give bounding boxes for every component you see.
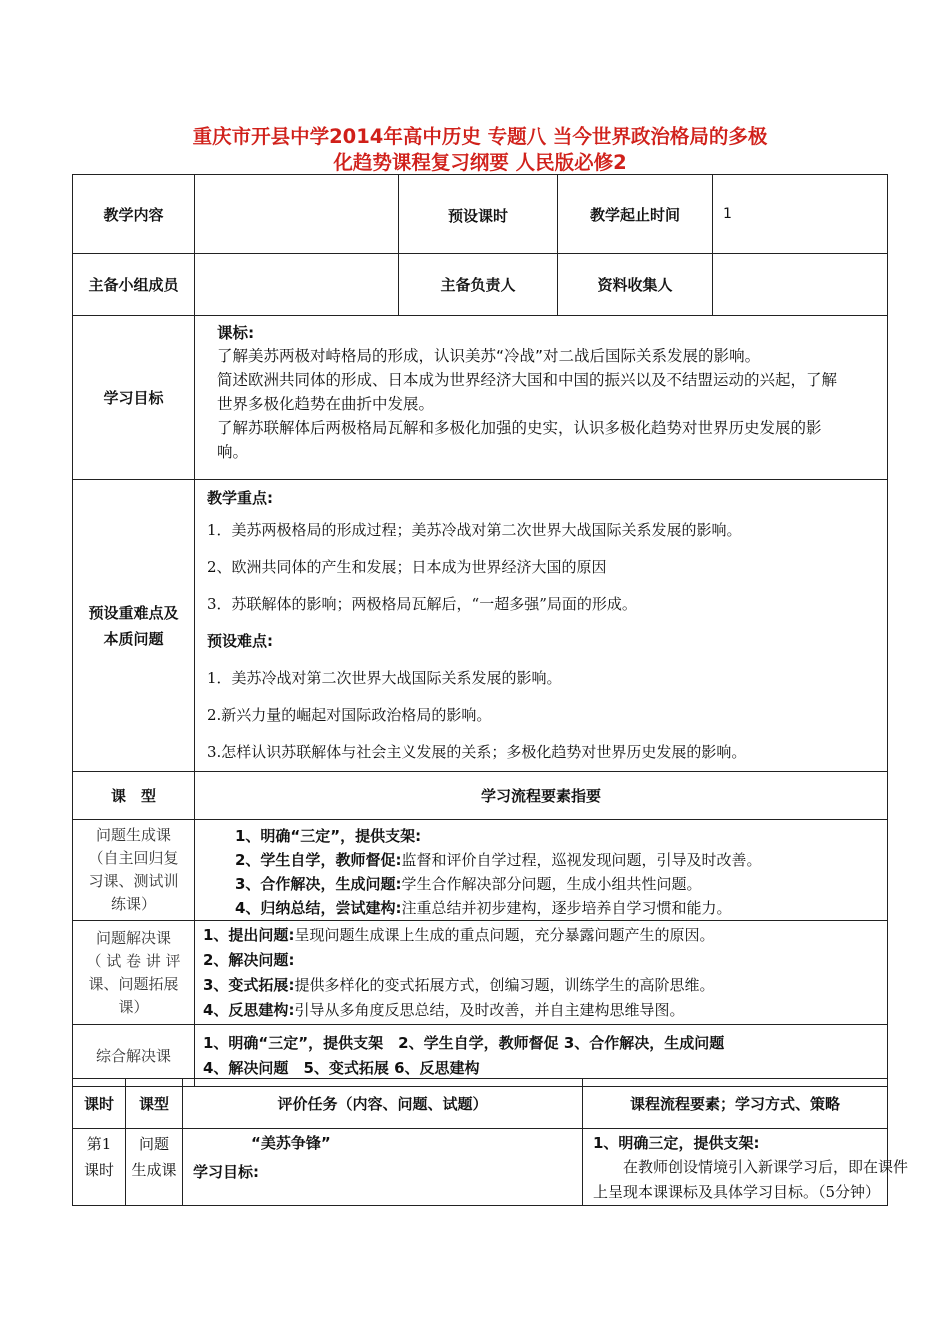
goal-line: 了解美苏两极对峙格局的形成，认识美苏“冷战”对二战后国际关系发展的影响。 (217, 347, 761, 365)
solve-label-line: 问题解决课 (95, 928, 171, 947)
lesson-type (126, 1129, 183, 1206)
hard-point: 3.怎样认识苏联解体与社会主义发展的关系；多极化趋势对世界历史发展的影响。 (207, 743, 747, 761)
difficulty-content (195, 480, 888, 772)
label-teaching-content: 教学内容 (73, 175, 195, 254)
goals-content (195, 316, 888, 480)
label-start-end-time: 教学起止时间 (558, 175, 713, 254)
goal-line: 了解苏联解体后两极格局瓦解和多极化加强的史实，认识多极化趋势对世界历史发展的影 (217, 419, 822, 437)
value-teaching-content (195, 175, 399, 254)
header-period: 课时 (73, 1079, 126, 1129)
gen-label-line: 习课、测试训 (88, 872, 179, 890)
task-title: “美苏争锋” (251, 1134, 331, 1152)
elements-heading: 1、明确三定，提供支架: (593, 1134, 760, 1152)
solve-label-line: （ 试 卷 讲 评 (86, 951, 181, 970)
lesson-elements (583, 1129, 909, 1206)
label-learning-goals: 学习目标 (73, 316, 195, 480)
row-difficulty (73, 480, 888, 772)
flow-item: 2、学生自学，教师督促:监督和评价自学过程，巡视发现问题，引导及时改善。 (235, 851, 762, 869)
elements-line: 上呈现本课课标及具体学习目标。（5分钟） (593, 1183, 881, 1201)
lesson-task (183, 1129, 583, 1206)
key-point: 1．美苏两极格局的形成过程；美苏冷战对第二次世界大战国际关系发展的影响。 (207, 521, 742, 539)
row-flow-solve (73, 921, 888, 1025)
planning-table (72, 174, 888, 1087)
solve-flow-content (195, 921, 888, 1025)
period-line: 第1 (86, 1135, 112, 1153)
goal-line: 简述欧洲共同体的形成、日本成为世界经济大国和中国的振兴以及不结盟运动的兴起，了解 (217, 371, 838, 389)
key-point: 3．苏联解体的影响；两极格局瓦解后，“一超多强”局面的形成。 (207, 595, 637, 613)
lesson-table (72, 1078, 909, 1206)
difficulty-label-line: 本质问题 (103, 629, 164, 648)
flow-item: 4、反思建构:引导从多角度反思总结，及时改善，并自主建构思维导图。 (203, 1001, 685, 1019)
period-line: 课时 (83, 1161, 114, 1179)
label-flow-guide: 学习流程要素指要 (195, 772, 888, 820)
value-group-members (195, 254, 399, 316)
row-flow-generate (73, 820, 888, 921)
row-group (73, 254, 888, 316)
value-start-end-time: 1 (713, 175, 888, 254)
solve-label-line: 课） (118, 997, 149, 1016)
combo-line: 1、明确“三定”，提供支架 2、学生自学，教师督促 3、合作解决，生成问题 (203, 1033, 725, 1052)
flow-item: 3、合作解决，生成问题:学生合作解决部分问题，生成小组共性问题。 (235, 875, 702, 893)
label-group-members: 主备小组成员 (73, 254, 195, 316)
label-combo-course: 综合解决课 (73, 1025, 195, 1087)
label-course-type: 课 型 (73, 772, 195, 820)
title-line-2: 化趋势课程复习纲要 人民版必修2 (333, 151, 627, 174)
row-flow-header (73, 772, 888, 820)
header-task: 评价任务（内容、问题、试题） (183, 1079, 583, 1129)
solve-label-line: 课、问题拓展 (88, 974, 179, 993)
gen-label-line: 练课） (110, 895, 156, 913)
hard-heading: 预设难点: (207, 632, 273, 650)
difficulty-label-line: 预设重难点及 (88, 603, 179, 622)
gen-label-line: 问题生成课 (95, 826, 171, 844)
flow-item: 1、明确“三定”，提供支架: (235, 827, 422, 845)
flow-item: 1、提出问题:呈现问题生成课上生成的重点问题，充分暴露问题产生的原因。 (203, 926, 715, 944)
title-line-1: 重庆市开县中学2014年高中历史 专题八 当今世界政治格局的多极 (192, 125, 768, 148)
label-solve-course (73, 921, 195, 1025)
goal-line: 响。 (217, 443, 249, 461)
lesson-period (73, 1129, 126, 1206)
flow-item: 4、归纳总结，尝试建构:注重总结并初步建构，逐步培养自学习惯和能力。 (235, 899, 732, 917)
combo-line: 4、解决问题 5、变式拓展 6、反思建构 (203, 1058, 480, 1077)
type-line: 生成课 (131, 1161, 177, 1179)
hard-point: 1．美苏冷战对第二次世界大战国际关系发展的影响。 (207, 669, 562, 687)
flow-item: 2、解决问题: (203, 951, 295, 969)
label-generate-course (73, 820, 195, 921)
label-owner: 主备负责人 (399, 254, 558, 316)
key-heading: 教学重点: (207, 489, 273, 507)
goal-line: 世界多极化趋势在曲折中发展。 (217, 395, 435, 413)
elements-line: 在教师创设情境引入新课学习后，即在课件 (623, 1158, 909, 1176)
key-point: 2、欧洲共同体的产生和发展；日本成为世界经济大国的原因 (207, 558, 607, 576)
label-collector: 资料收集人 (558, 254, 713, 316)
value-collector (713, 254, 888, 316)
row-content (73, 175, 888, 254)
generate-flow-content (195, 820, 888, 921)
goals-lines (217, 344, 879, 464)
label-preset-hours: 预设课时 (399, 175, 558, 254)
flow-item: 3、变式拓展:提供多样化的变式拓展方式，创编习题，训练学生的高阶思维。 (203, 976, 715, 994)
type-line: 问题 (138, 1135, 169, 1153)
label-difficulty (73, 480, 195, 772)
goals-heading: 课标: (217, 324, 255, 342)
gen-label-line: （自主回归复 (88, 849, 179, 867)
header-elements: 课程流程要素；学习方式、策略 (583, 1079, 888, 1129)
header-type: 课型 (126, 1079, 183, 1129)
hard-point: 2.新兴力量的崛起对国际政治格局的影响。 (207, 706, 492, 724)
lesson-header-row (73, 1079, 888, 1129)
lesson-row (73, 1129, 888, 1206)
task-goal: 学习目标: (193, 1163, 259, 1181)
document-title (72, 124, 888, 176)
row-goals (73, 316, 888, 480)
